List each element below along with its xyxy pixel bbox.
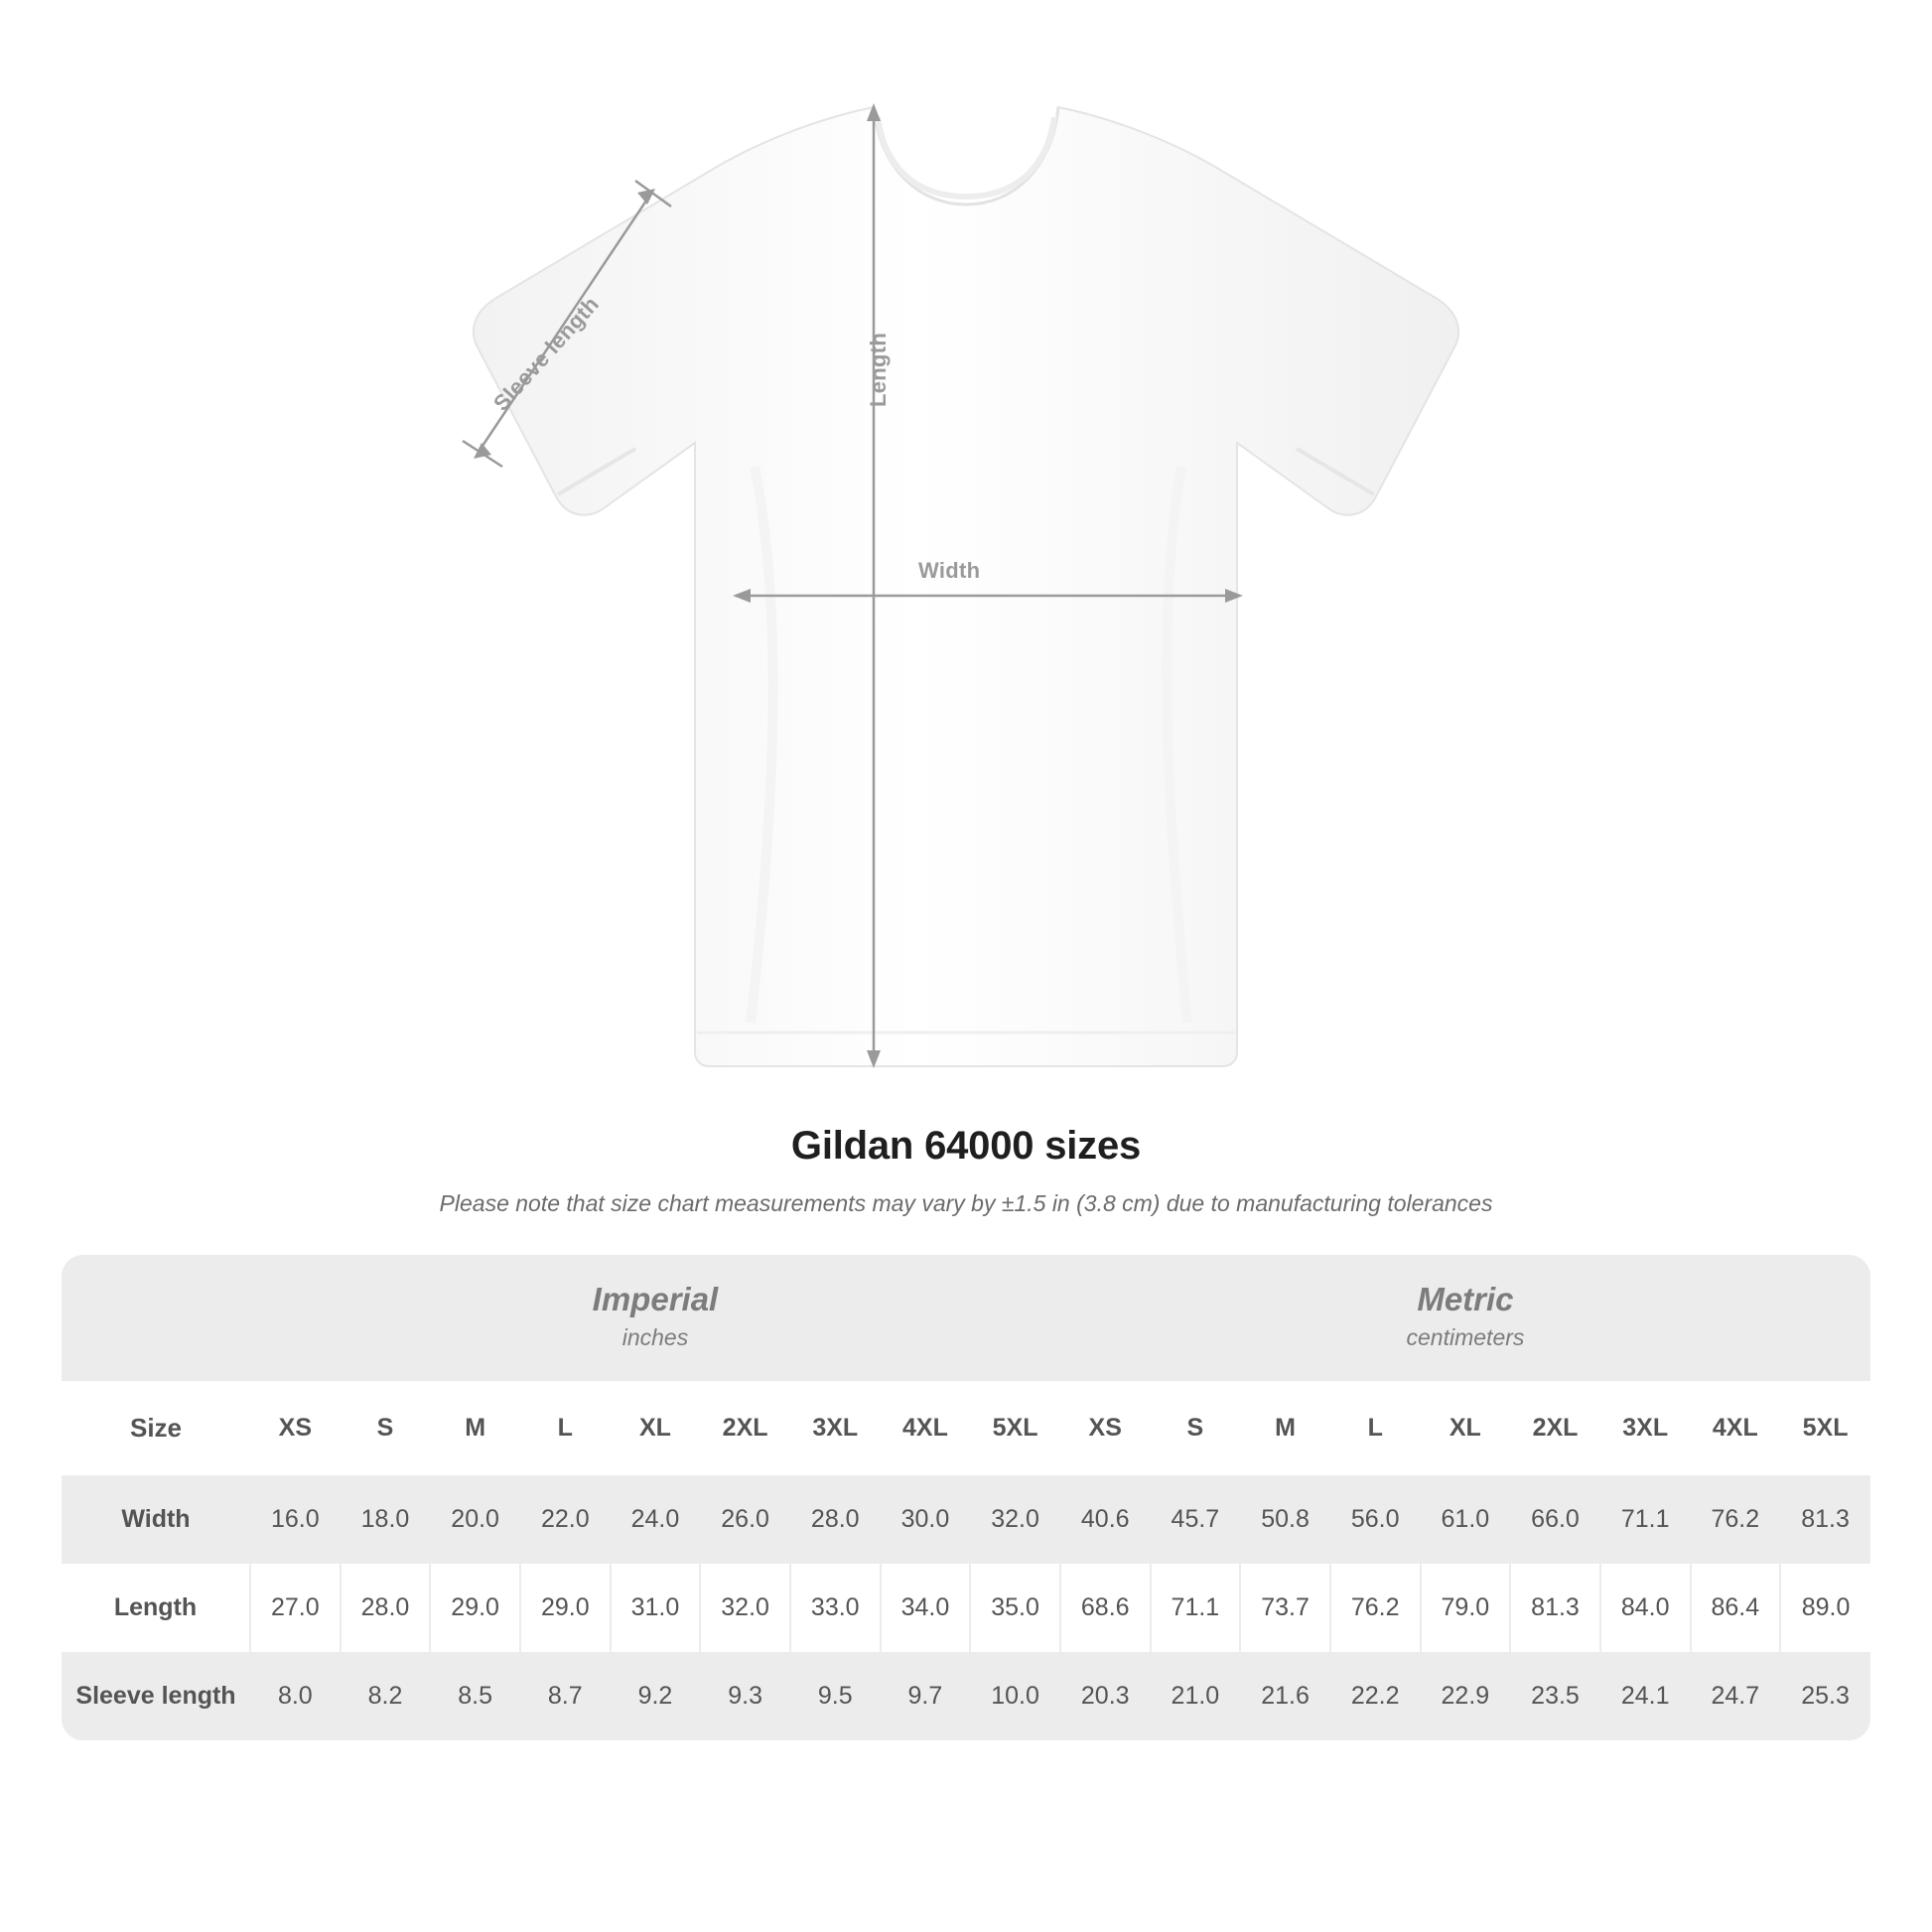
table-cell: 31.0 <box>611 1564 701 1652</box>
table-cell: 18.0 <box>341 1475 431 1564</box>
table-cell: 24.1 <box>1600 1652 1691 1740</box>
length-label: Length <box>866 332 891 407</box>
column-header-s-imperial: S <box>341 1381 431 1475</box>
table-cell: 9.7 <box>881 1652 971 1740</box>
column-header-5xl-metric: 5XL <box>1780 1381 1870 1475</box>
table-cell: 40.6 <box>1060 1475 1151 1564</box>
table-cell: 35.0 <box>970 1564 1060 1652</box>
table-cell: 32.0 <box>700 1564 790 1652</box>
table-cell: 9.3 <box>700 1652 790 1740</box>
unit-metric-cell <box>1060 1255 1870 1381</box>
unit-imperial-name: Imperial <box>592 1281 719 1317</box>
table-cell: 79.0 <box>1421 1564 1511 1652</box>
table-cell: 32.0 <box>970 1475 1060 1564</box>
unit-metric-name: Metric <box>1417 1281 1514 1317</box>
size-table-container <box>62 1255 1870 1740</box>
table-cell: 33.0 <box>790 1564 881 1652</box>
column-header-2xl-metric: 2XL <box>1510 1381 1600 1475</box>
table-cell: 71.1 <box>1151 1564 1241 1652</box>
table-cell: 30.0 <box>881 1475 971 1564</box>
table-cell: 16.0 <box>250 1475 341 1564</box>
column-header-l-imperial: L <box>520 1381 611 1475</box>
unit-imperial-cell <box>250 1255 1060 1381</box>
unit-metric-sub: centimeters <box>1406 1323 1525 1350</box>
table-cell: 68.6 <box>1060 1564 1151 1652</box>
column-header-xl-metric: XL <box>1421 1381 1511 1475</box>
table-cell: 24.7 <box>1691 1652 1781 1740</box>
unit-corner-cell <box>62 1255 250 1381</box>
table-cell: 26.0 <box>700 1475 790 1564</box>
table-cell: 9.5 <box>790 1652 881 1740</box>
table-row <box>62 1475 1870 1564</box>
table-row <box>62 1652 1870 1740</box>
unit-imperial-sub: inches <box>621 1323 689 1350</box>
table-cell: 22.2 <box>1330 1652 1421 1740</box>
table-cell: 24.0 <box>611 1475 701 1564</box>
table-cell: 45.7 <box>1151 1475 1241 1564</box>
table-cell: 50.8 <box>1240 1475 1330 1564</box>
table-cell: 8.7 <box>520 1652 611 1740</box>
table-cell: 20.3 <box>1060 1652 1151 1740</box>
table-cell: 61.0 <box>1421 1475 1511 1564</box>
table-cell: 89.0 <box>1780 1564 1870 1652</box>
table-cell: 8.2 <box>341 1652 431 1740</box>
table-cell: 56.0 <box>1330 1475 1421 1564</box>
table-cell: 28.0 <box>790 1475 881 1564</box>
column-header-row <box>62 1381 1870 1475</box>
table-cell: 21.0 <box>1151 1652 1241 1740</box>
title-block <box>0 1124 1932 1217</box>
column-header-l-metric: L <box>1330 1381 1421 1475</box>
unit-header-row <box>62 1255 1870 1381</box>
width-label: Width <box>918 558 981 583</box>
table-cell: 76.2 <box>1691 1475 1781 1564</box>
table-cell: 9.2 <box>611 1652 701 1740</box>
table-cell: 66.0 <box>1510 1475 1600 1564</box>
shirt-shape <box>474 107 1458 1066</box>
table-cell: 81.3 <box>1510 1564 1600 1652</box>
size-corner-label: Size <box>62 1381 250 1475</box>
table-cell: 23.5 <box>1510 1652 1600 1740</box>
table-cell: 76.2 <box>1330 1564 1421 1652</box>
table-cell: 84.0 <box>1600 1564 1691 1652</box>
table-cell: 27.0 <box>250 1564 341 1652</box>
row-label-width: Width <box>62 1475 250 1564</box>
table-cell: 34.0 <box>881 1564 971 1652</box>
column-header-xs-imperial: XS <box>250 1381 341 1475</box>
table-cell: 10.0 <box>970 1652 1060 1740</box>
table-cell: 86.4 <box>1691 1564 1781 1652</box>
table-cell: 25.3 <box>1780 1652 1870 1740</box>
sleeve-length-label: Sleeve length <box>488 291 605 416</box>
column-header-4xl-metric: 4XL <box>1691 1381 1781 1475</box>
row-label-sleeve-length: Sleeve length <box>62 1652 250 1740</box>
table-row <box>62 1564 1870 1652</box>
table-cell: 22.9 <box>1421 1652 1511 1740</box>
column-header-m-imperial: M <box>430 1381 520 1475</box>
column-header-2xl-imperial: 2XL <box>700 1381 790 1475</box>
row-label-length: Length <box>62 1564 250 1652</box>
table-cell: 71.1 <box>1600 1475 1691 1564</box>
table-cell: 8.5 <box>430 1652 520 1740</box>
table-cell: 22.0 <box>520 1475 611 1564</box>
table-cell: 73.7 <box>1240 1564 1330 1652</box>
column-header-s-metric: S <box>1151 1381 1241 1475</box>
table-cell: 21.6 <box>1240 1652 1330 1740</box>
page-title: Gildan 64000 sizes <box>790 1124 1142 1168</box>
tolerance-note: Please note that size chart measurements may vary by ±1.5 in (3.8 cm) due to manufacturing tolerances <box>439 1190 1493 1216</box>
table-cell: 20.0 <box>430 1475 520 1564</box>
column-header-4xl-imperial: 4XL <box>881 1381 971 1475</box>
column-header-3xl-metric: 3XL <box>1600 1381 1691 1475</box>
column-header-xl-imperial: XL <box>611 1381 701 1475</box>
table-cell: 8.0 <box>250 1652 341 1740</box>
table-cell: 28.0 <box>341 1564 431 1652</box>
column-header-xs-metric: XS <box>1060 1381 1151 1475</box>
table-cell: 29.0 <box>520 1564 611 1652</box>
size-table <box>62 1255 1870 1740</box>
table-cell: 29.0 <box>430 1564 520 1652</box>
table-cell: 81.3 <box>1780 1475 1870 1564</box>
column-header-3xl-imperial: 3XL <box>790 1381 881 1475</box>
column-header-m-metric: M <box>1240 1381 1330 1475</box>
column-header-5xl-imperial: 5XL <box>970 1381 1060 1475</box>
